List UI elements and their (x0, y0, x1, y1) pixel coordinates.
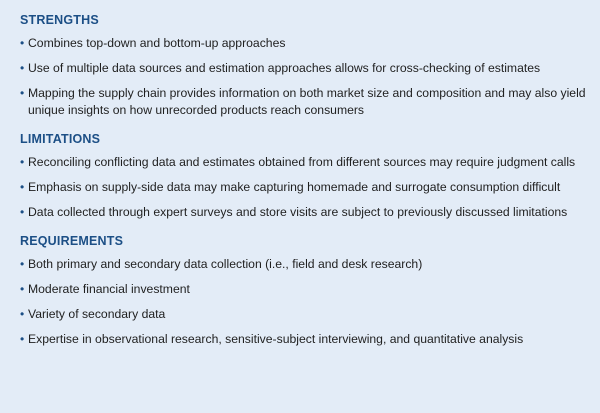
list-item: • Mapping the supply chain provides information on both market size and composition and may also yield unique insights on how unrecorded products reach consumers (20, 86, 586, 117)
strengths-list (20, 35, 586, 119)
strengths-section (20, 12, 586, 119)
limitations-section (20, 131, 586, 221)
bullet-icon: • (20, 86, 25, 100)
bullet-icon: • (20, 180, 25, 194)
requirements-section (20, 233, 586, 348)
bullet-icon: • (20, 36, 25, 50)
list-item: • Use of multiple data sources and estimation approaches allows for cross-checking of estimates (20, 61, 541, 75)
list-item: • Combines top-down and bottom-up approaches (20, 36, 286, 50)
list-item: • Variety of secondary data (20, 307, 166, 321)
list-item: • Reconciling conflicting data and estimates obtained from different sources may require judgment calls (20, 155, 576, 169)
strengths-heading: STRENGTHS (20, 13, 99, 27)
list-item: • Data collected through expert surveys and store visits are subject to previously discussed limitations (20, 205, 568, 219)
bullet-icon: • (20, 155, 25, 169)
list-item: • Moderate financial investment (20, 282, 190, 296)
bullet-icon: • (20, 282, 25, 296)
bullet-icon: • (20, 332, 25, 346)
bullet-icon: • (20, 257, 25, 271)
list-item: • Expertise in observational research, sensitive-subject interviewing, and quantitative analysis (20, 332, 524, 346)
requirements-heading: REQUIREMENTS (20, 234, 124, 248)
bullet-icon: • (20, 307, 25, 321)
limitations-list (20, 154, 586, 221)
list-item: • Emphasis on supply-side data may make capturing homemade and surrogate consumption difficult (20, 180, 561, 194)
limitations-heading: LIMITATIONS (20, 132, 101, 146)
requirements-list (20, 256, 586, 348)
bullet-icon: • (20, 61, 25, 75)
bullet-icon: • (20, 205, 25, 219)
list-item: • Both primary and secondary data collection (i.e., field and desk research) (20, 257, 423, 271)
